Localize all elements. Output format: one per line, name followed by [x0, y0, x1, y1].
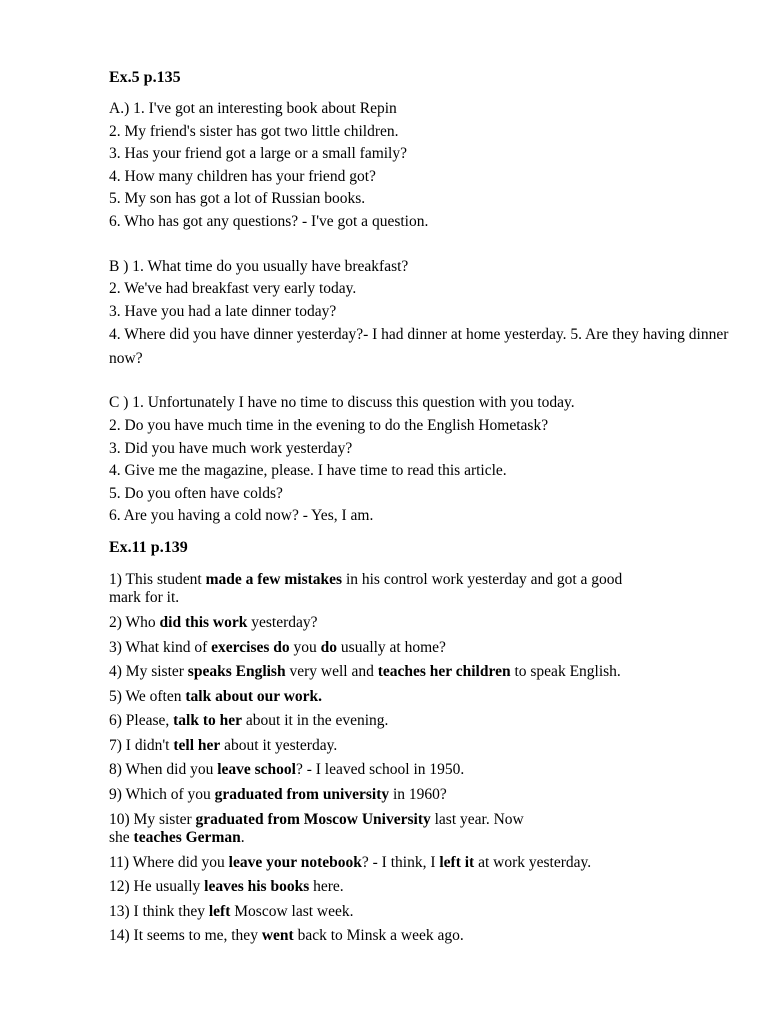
text-segment: . — [240, 829, 245, 847]
bold-phrase: graduated from university — [214, 786, 390, 804]
section-c-line-3: 3. Did you have much work yesterday? — [109, 439, 353, 457]
text-segment: at work yesterday. — [474, 853, 592, 871]
ex5-section-a — [109, 98, 739, 234]
text-segment: 12) He usually — [109, 878, 205, 896]
text-segment: 7) I didn't — [109, 736, 174, 754]
ex11-heading: Ex.11 p.139 — [109, 538, 188, 556]
section-c-line-5: 5. Do you often have colds? — [109, 484, 283, 502]
text-segment: yesterday? — [247, 613, 318, 631]
ex11-item-1 — [109, 568, 739, 611]
text-segment: 4) My sister — [109, 663, 188, 681]
text-segment: 10) My sister — [109, 810, 196, 828]
bold-phrase: teaches German — [133, 829, 241, 847]
text-segment: 6) Please, — [109, 712, 174, 730]
text-segment: 9) Which of you — [109, 786, 215, 804]
ex11-item-2 — [109, 611, 739, 636]
section-c-line-2: 2. Do you have much time in the evening to do the English Hometask? — [109, 416, 549, 434]
bold-phrase: leave your notebook — [228, 853, 362, 871]
bold-phrase: exercises do — [211, 638, 290, 656]
bold-phrase: talk about our work. — [185, 687, 323, 705]
text-segment: usually at home? — [337, 638, 446, 656]
text-segment: here. — [309, 878, 344, 896]
section-b-line-4: 4. Where did you have dinner yesterday?- I had dinner at home yesterday. 5. Are they having dinner now? — [109, 326, 729, 367]
bold-phrase: did this work — [159, 613, 248, 631]
section-a-line-2: 2. My friend's sister has got two little children. — [109, 122, 399, 140]
text-segment: 11) Where did you — [109, 853, 229, 871]
text-segment: about it in the evening. — [242, 712, 389, 730]
section-a-line-1: A.) 1. I've got an interesting book about Repin — [109, 100, 397, 117]
bold-phrase: left — [208, 902, 231, 920]
text-segment: in 1960? — [389, 786, 447, 804]
text-segment: Moscow last week. — [230, 902, 354, 920]
text-segment: last year. Now she — [109, 810, 524, 847]
bold-phrase: tell her — [173, 736, 221, 754]
section-b-line-2: 2. We've had breakfast very early today. — [109, 280, 357, 298]
section-c-line-1: C ) 1. Unfortunately I have no time to discuss this question with you today. — [109, 394, 575, 412]
ex11-item-5 — [109, 685, 739, 710]
text-segment: 1) This student — [109, 570, 206, 588]
text-segment: very well and — [285, 663, 378, 681]
text-segment: ? - I leaved school in 1950. — [295, 761, 465, 779]
text-segment: 2) Who — [109, 613, 160, 631]
ex5-section-b — [109, 256, 739, 371]
text-segment: in his control work yesterday and got a good mark for it. — [109, 570, 623, 607]
text-segment: 14) It seems to me, they — [109, 927, 262, 945]
section-a-line-4: 4. How many children has your friend got? — [109, 167, 376, 185]
text-segment: you — [289, 638, 321, 656]
ex11-item-13 — [109, 900, 739, 925]
text-segment: to speak English. — [510, 663, 621, 681]
text-segment: about it yesterday. — [220, 736, 338, 754]
ex11-item-12 — [109, 875, 739, 900]
bold-phrase: speaks English — [187, 663, 286, 681]
text-segment: 13) I think they — [109, 902, 209, 920]
section-a-line-5: 5. My son has got a lot of Russian books. — [109, 190, 366, 208]
ex11-item-6 — [109, 709, 739, 734]
bold-phrase: went — [261, 927, 294, 945]
section-b-line-1: B ) 1. What time do you usually have breakfast? — [109, 257, 409, 275]
bold-phrase: do — [320, 638, 338, 656]
ex5-heading: Ex.5 p.135 — [109, 69, 181, 86]
text-segment: 3) What kind of — [109, 638, 212, 656]
document-page — [109, 66, 739, 949]
bold-phrase: teaches her children — [377, 663, 511, 681]
bold-phrase: made a few mistakes — [205, 570, 343, 588]
section-b-line-3: 3. Have you had a late dinner today? — [109, 302, 337, 320]
bold-phrase: left it — [439, 853, 475, 871]
ex11-item-4 — [109, 660, 739, 685]
ex5-section-c — [109, 392, 739, 528]
bold-phrase: talk to her — [173, 712, 243, 730]
ex11-list — [109, 568, 739, 949]
ex11-item-10 — [109, 808, 739, 851]
bold-phrase: leave school — [217, 761, 296, 779]
ex11-item-14 — [109, 924, 739, 949]
text-segment: 8) When did you — [109, 761, 218, 779]
ex11-item-7 — [109, 734, 739, 759]
text-segment: 5) We often — [109, 687, 186, 705]
section-c-line-6: 6. Are you having a cold now? - Yes, I am. — [109, 507, 374, 525]
text-segment: ? - I think, I — [361, 853, 440, 871]
text-segment: back to Minsk a week ago. — [293, 927, 464, 945]
section-a-line-6: 6. Who has got any questions? - I've got a question. — [109, 212, 429, 230]
bold-phrase: leaves his books — [204, 878, 310, 896]
ex11-item-9 — [109, 783, 739, 808]
ex11-item-3 — [109, 636, 739, 661]
ex11-item-11 — [109, 851, 739, 876]
ex11-item-8 — [109, 758, 739, 783]
section-c-line-4: 4. Give me the magazine, please. I have time to read this article. — [109, 462, 507, 480]
section-a-line-3: 3. Has your friend got a large or a small family? — [109, 145, 407, 163]
bold-phrase: graduated from Moscow University — [195, 810, 431, 828]
